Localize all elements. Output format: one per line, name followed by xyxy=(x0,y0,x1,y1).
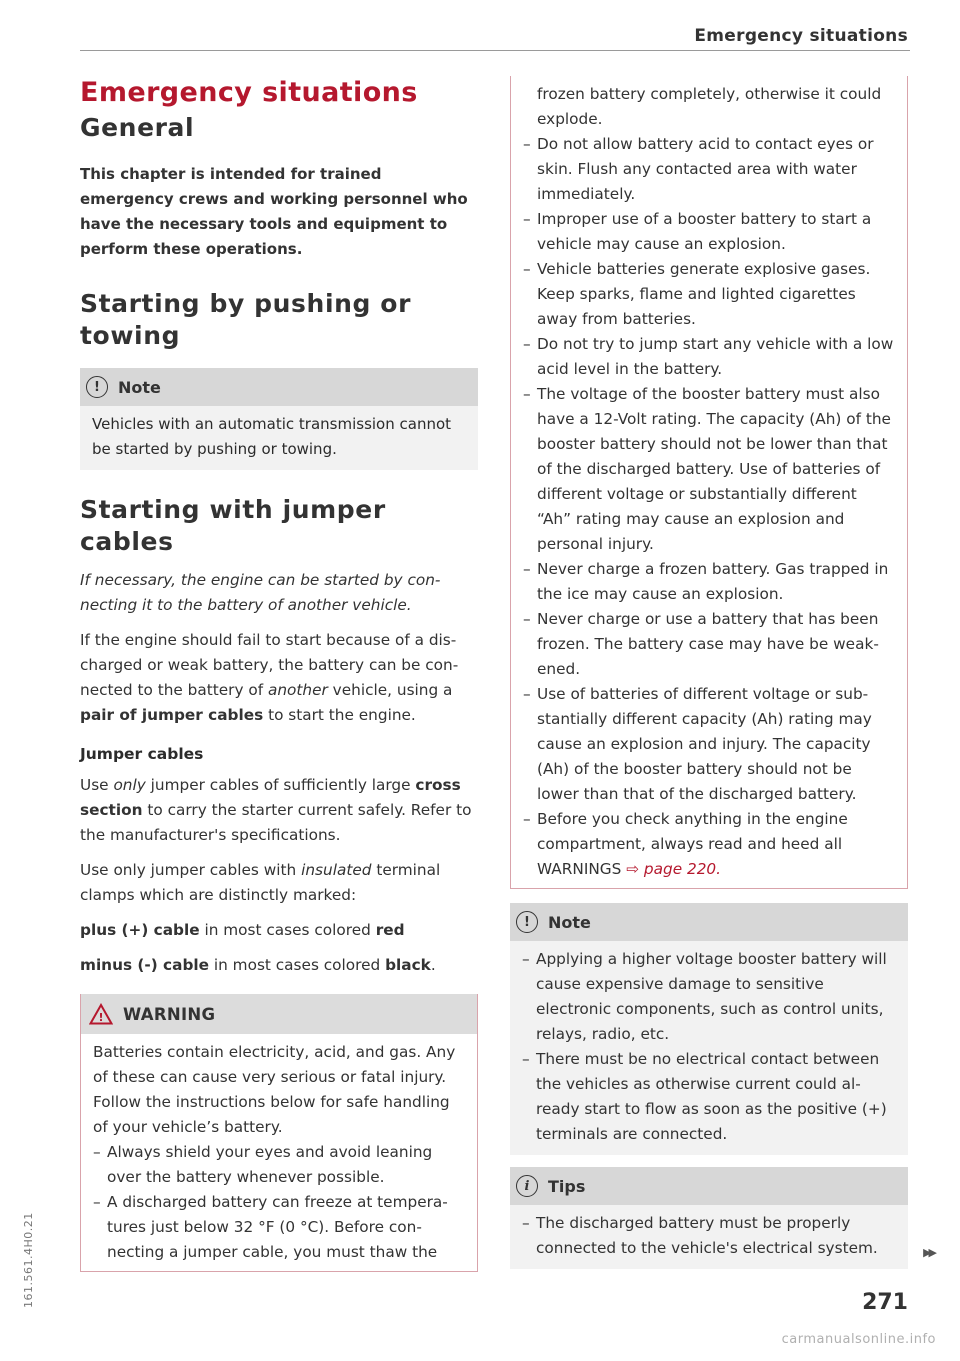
list-item: – Improper use of a booster battery to start a vehicle may cause an explosion. xyxy=(523,207,895,257)
text-run-italic: another xyxy=(267,681,328,699)
jumper-lead: If necessary, the engine can be started by connecting it to the battery of another vehicle. xyxy=(80,571,441,614)
chapter-intro: This chapter is intended for trained emergency crews and working personnel who have the necessary tools and equipment to perform these operations. xyxy=(80,165,468,258)
list-item: – A discharged battery can freeze at temperatures just below 32 °F (0 °C). Before connecting a jumper cable, you must thaw the xyxy=(93,1190,465,1265)
page-number: 271 xyxy=(862,1290,908,1315)
note-title: Note xyxy=(118,377,161,397)
list-item: – The voltage of the booster battery must also have a 12-Volt rating. The capacity (Ah) of the booster battery should not be lower than that of the discharged battery. Use of batteries of different voltage or substantially different “Ah” rating may cause an explosion and personal injury. xyxy=(523,382,895,557)
text-run: terminal clamps which are distinctly marked: xyxy=(80,861,441,904)
list-item: – Use of batteries of different voltage or substantially different capacity (Ah) rating may cause an explosion and injury. The capacity (Ah) of the booster battery should not be lower than that of the discharged battery. xyxy=(523,682,895,807)
warning-continued-list xyxy=(523,132,895,882)
text-run: jumper cables of sufficiently large xyxy=(145,776,416,794)
section-title-jumper: Starting with jumper cables xyxy=(80,495,386,556)
note-box-booster xyxy=(510,903,908,1155)
page-reference-link[interactable]: ⇨ page 220. xyxy=(626,860,722,878)
text-run-italic: insulated xyxy=(301,861,372,879)
tips-title: Tips xyxy=(548,1176,586,1196)
list-item xyxy=(523,807,895,882)
warning-continued-lead: frozen battery completely, otherwise it could explode. xyxy=(537,85,882,128)
text-run: to carry the starter current safely. Refer to the manufacturer's specifications. xyxy=(80,801,472,844)
note-body xyxy=(510,941,908,1155)
text-run-bold: plus (+) cable xyxy=(80,921,200,939)
text-run-bold: red xyxy=(375,921,405,939)
warning-body xyxy=(81,1034,477,1271)
list-item: – Always shield your eyes and avoid leaning over the battery whenever possible. xyxy=(93,1140,465,1190)
note-body: Vehicles with an automatic transmission cannot be started by pushing or towing. xyxy=(92,415,452,458)
warning-triangle-icon xyxy=(89,1003,113,1025)
jumper-paragraph-1 xyxy=(80,628,478,728)
list-item: – Applying a higher voltage booster battery will cause expensive damage to sensitive electronic components, such as control units, relays, radio, etc. xyxy=(522,947,896,1047)
text-run-bold: black xyxy=(385,956,431,974)
side-document-code xyxy=(16,1180,36,1310)
text-run-italic: only xyxy=(113,776,146,794)
note-title: Note xyxy=(548,912,591,932)
chapter-title: Emergency situations xyxy=(80,77,418,108)
warning-box xyxy=(80,994,478,1272)
text-run: Before you check anything in the engine compartment, always read and heed all WARNINGS xyxy=(537,810,848,878)
info-circle-icon: i xyxy=(516,1175,538,1197)
note-list xyxy=(522,947,896,1147)
text-run: to start the engine. xyxy=(263,706,416,724)
list-item: – Do not allow battery acid to contact eyes or skin. Flush any contacted area with water immediately. xyxy=(523,132,895,207)
warning-continued-box xyxy=(510,76,908,889)
text-run: in most cases colored xyxy=(199,921,376,939)
tips-header xyxy=(510,1167,908,1205)
exclamation-circle-icon: ! xyxy=(86,376,108,398)
running-header: Emergency situations xyxy=(694,26,908,46)
list-item: – Vehicle batteries generate explosive gases. Keep sparks, flame and lighted cigarettes away from batteries. xyxy=(523,257,895,332)
section-title-pushing: Starting by pushing or towing xyxy=(80,289,412,350)
warning-list xyxy=(93,1140,465,1265)
list-item: – The discharged battery must be properly connected to the vehicle's electrical system. xyxy=(522,1211,884,1261)
list-item: – Never charge a frozen battery. Gas trapped in the ice may cause an explosion. xyxy=(523,557,895,607)
text-run: If the engine should fail to start because of a discharged or weak battery, the battery can be connected to the battery of xyxy=(80,631,459,699)
jumper-paragraph-3 xyxy=(80,858,478,908)
plus-cable-line xyxy=(80,918,478,943)
document-code-text: 161.561.4H0.21 xyxy=(22,1212,35,1308)
note-header xyxy=(510,903,908,941)
watermark: carmanualsonline.info xyxy=(781,1332,936,1347)
subhead-jumper-cables: Jumper cables xyxy=(80,745,204,763)
text-run: in most cases colored xyxy=(209,956,386,974)
text-run: Use xyxy=(80,776,114,794)
text-run-bold: pair of jumper cables xyxy=(80,706,264,724)
text-run: . xyxy=(430,956,436,974)
text-run: vehicle, using a xyxy=(327,681,453,699)
warning-intro: Batteries contain electricity, acid, and gas. Any of these can cause very serious or fatal injury. Follow the instructions below for safe handling of your vehicle’s battery. xyxy=(93,1043,456,1136)
warning-header xyxy=(81,994,477,1034)
list-item: – Never charge or use a battery that has been frozen. The battery case may have be weakened. xyxy=(523,607,895,682)
list-item: – Do not try to jump start any vehicle with a low acid level in the battery. xyxy=(523,332,895,382)
jumper-paragraph-2 xyxy=(80,773,478,848)
right-column xyxy=(510,76,934,1269)
warning-title: WARNING xyxy=(123,1004,216,1024)
tips-body xyxy=(510,1205,908,1269)
note-header xyxy=(80,368,478,406)
continue-arrow-icon: ▶▶ xyxy=(923,1246,934,1259)
minus-cable-line xyxy=(80,953,478,978)
tips-box xyxy=(510,1167,934,1269)
svg-text:!: ! xyxy=(98,1011,104,1024)
text-run-bold: cross section xyxy=(80,776,461,819)
section-title-general: General xyxy=(80,113,195,142)
left-column xyxy=(80,72,478,1272)
text-run-bold: minus (-) cable xyxy=(80,956,210,974)
text-run: Use only jumper cables with xyxy=(80,861,302,879)
list-item: – There must be no electrical contact between the vehicles as otherwise current could already start to flow as soon as the positive (+) terminals are connected. xyxy=(522,1047,896,1147)
tips-list xyxy=(522,1211,884,1261)
exclamation-circle-icon: ! xyxy=(516,911,538,933)
note-box-pushing xyxy=(80,368,478,470)
header-rule xyxy=(80,50,910,51)
